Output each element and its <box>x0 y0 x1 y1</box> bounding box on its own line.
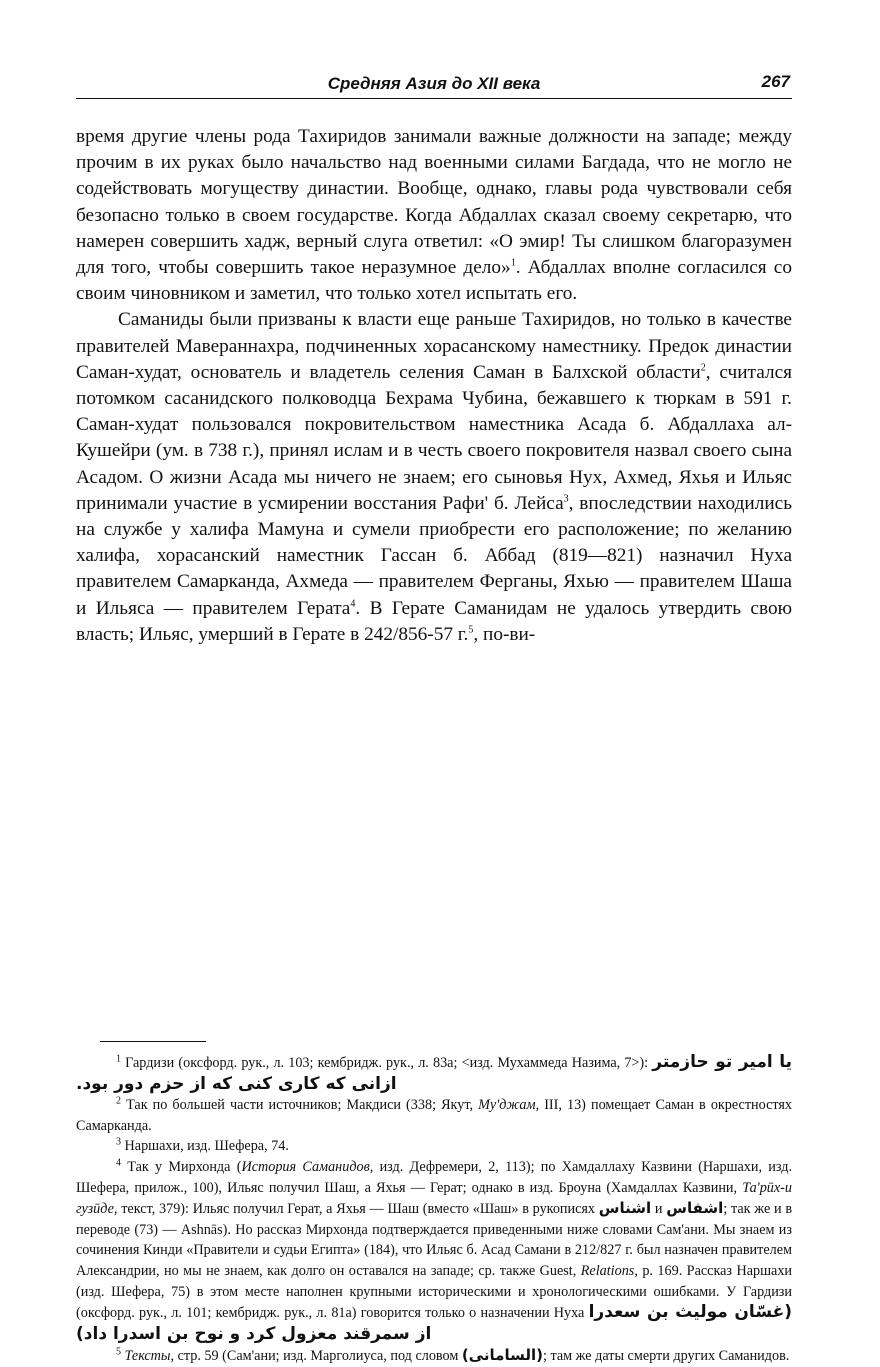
footnote-3: $^3$ Наршахи, изд. Шефера, 74. <box>116 1136 289 1155</box>
footnote-rule <box>100 1041 206 1042</box>
arabic-word: اشفاس <box>666 1199 724 1218</box>
arabic-word: اشناس <box>598 1199 652 1218</box>
arabic-quote: یا امیر تو حازمتر ازانی که کاری کنی که از حزم دور بود. <box>76 1052 792 1094</box>
running-title: Средняя Азия до XII века <box>327 74 541 93</box>
arabic-word: (السامانی) <box>461 1346 543 1365</box>
arabic-quote: (غسّان مولیث بن سعدرا از سمرقند معزول کرد و نوح بن اسدرا داد) <box>76 1302 792 1344</box>
paragraph-1: время другие члены рода Тахиридов занимали важные должности на западе; между прочим в их руках было начальство над военными силами Багдада, что не могло не содействовать могуществу династии. Вообще, однако, главы рода чувствовали себя безопасно только в своем государстве. Когда Абдаллах сказал своему секретарю, что намерен совершить хадж, верный слуга ответил: «О эмир! Ты слишком благоразумен для того, чтобы совершить такое неразумное дело»$^1$. Абдаллах вполне согласился со своим чиновником и заметил, что только хотел испытать его. <box>76 126 792 305</box>
paragraph-2: Саманиды были призваны к власти еще раньше Тахиридов, но только в качестве правителей Мавераннахра, подчиненных хорасанскому наместнику. Предок династии Саман-худат, основатель и владетель селения Саман в Балхской области$^2$, считался потомком сасанидского полководца Бехрама Чубина, бежавшего к тюркам в 591 г. Саман-худат пользовался покровительством наместника Асада б. Абдаллаха ал-Кушейри (ум. в 738 г.), принял ислам и в честь своего покровителя назвал своего сына Асадом. О жизни Асада мы ничего не знаем; его сыновья Нух, Ахмед, Яхья и Ильяс принимали участие в усмирении восстания Рафи' б. Лейса$^3$, впоследствии находились на службе у халифа Мамуна и сумели приобрести его расположение; по желанию халифа, хорасанский наместник Гассан б. Аббад (819—821) назначил Нуха правителем Самарканда, Ахмеда — правителем Ферганы, Яхью — правителем Шаша и Ильяса — правителем Герата$^4$. В Герате Саманидам не удалось утвердить свою власть; Ильяс, умерший в Герате в 242/856-57 г.$^5$, по-ви- <box>76 309 793 645</box>
footnote-ref-4: 4 <box>350 598 356 610</box>
running-header <box>76 72 792 96</box>
footnote-ref-3: 3 <box>563 493 569 505</box>
main-text <box>76 124 792 648</box>
footnote-5: $^5$ Тексты, стр. 59 (Сам'ани; изд. Марголиуса, под словом (السامانی); там же даты смерти других Саманидов. <box>116 1346 790 1365</box>
footnote-ref-2: 2 <box>700 362 706 374</box>
header-rule <box>76 98 792 99</box>
footnote-ref-5: 5 <box>468 624 474 636</box>
footnote-4: $^4$ Так у Мирхонда (История Саманидов, изд. Дефремери, 2, 113); по Хамдаллаху Казвини (Наршахи, изд. Шефера, прилож., 100), Ильяс получил Шаш, а Яхья — Герат; однако в изд. Броуна (Хамдаллах Казвини, Та'рӣх-и гузӣде, текст, 379): Ильяс получил Герат, а Яхья — Шаш (вместо «Шаш» в рукописях اشناس и اشفاس; так же и в переводе (73) — Ashnās). Но рассказ Мирхонда подтверждается приведенными ниже словами Сам'ани. Мы знаем из сочинения Кинди «Правители и судьи Египта» (184), что Ильяс б. Асад Самани в 212/827 г. был назначен правителем Александрии, но мы не знаем, как долго он оставался на западе; ср. также Guest, Relations, p. 169. Рассказ Наршахи (изд. Шефера, 75) в этом месте наполнен крупными историческими и хронологическими ошибками. У Гардизи (оксфорд. рук., л. 101; кембридж. рук., л. 81а) говорится только о назначении Нуха (غسّان مولیث بن سعدرا از سمرقند معزول کرد و نوح بن اسدرا داد) <box>76 1157 793 1344</box>
footnote-2: $^2$ Так по большей части источников; Макдиси (338; Якут, Му'джам, III, 13) помещает Саман в окрестностях Самарканда. <box>76 1095 793 1134</box>
footnote-ref-1: 1 <box>510 257 516 269</box>
footnote-1: $^1$ Гардизи (оксфорд. рук., л. 103; кембридж. рук., л. 83а; <изд. Мухаммеда Назима, 7>): یا امیر تو حازمتر ازانی که کاری کنی که از حزم دور بود. <box>76 1052 792 1094</box>
footnotes <box>76 1052 792 1367</box>
page-number: 267 <box>761 72 790 91</box>
